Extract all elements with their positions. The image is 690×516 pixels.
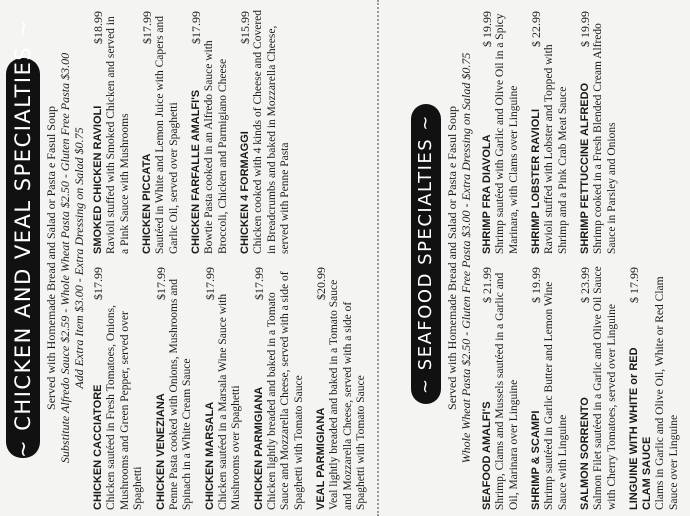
item-description: Clams in Garlic and Olive Oil, White or Red Clam Sauce over Linguine: [654, 276, 680, 510]
item-description: Ravioli stuffed with Smoked Chicken and served in a Pink Sauce with Mushrooms: [105, 16, 131, 254]
item-name: SMOKED CHICKEN RAVIOLI: [92, 105, 104, 254]
menu-item: [579, 265, 619, 510]
item-description: Sautéed in White and Lemon Juice with Capers and Garlic Oil, served over Spaghetti: [154, 15, 180, 254]
menu-item: [239, 9, 293, 254]
item-name: SEAFOOD AMALFI'S: [481, 401, 493, 510]
item-price: $17.99: [153, 267, 168, 300]
section-divider: [377, 0, 379, 516]
menu-item: [315, 265, 369, 510]
item-name: CHICKEN PICCATA: [141, 153, 153, 254]
menu-item: [253, 265, 307, 510]
item-name: SHRIMP LOBSTER RAVIOLI: [530, 108, 542, 254]
item-description: Chicken sautéed in Fresh Tomatoes, Onions, Mushrooms and Green Pepper, served over Spaghetti: [105, 305, 144, 510]
item-price: $17.99: [251, 267, 266, 300]
menu-item: [481, 265, 521, 510]
item-price: $ 23.99: [578, 267, 592, 303]
seafood-subtitle-extras: Whole Wheat Pasta $2.50 - Gluten Free Pasta $3.00 - Extra Dressing on Salad $0.75: [459, 52, 473, 464]
item-price: $17.99: [91, 267, 105, 300]
item-description: Shrimp cooked in a Fresh Blended Cream Alfredo Sauce in Parsley and Onions: [592, 23, 618, 254]
item-name: SHRIMP FETTUCCINE ALFREDO: [579, 82, 591, 254]
chicken-veal-left-column: [92, 265, 378, 510]
item-description: Chicken sautéed in a Marsala Wine Sauce with Mushrooms over Spaghetti: [216, 293, 242, 510]
chicken-veal-subtitle-served: Served with Homemade Bread and Salad or Pasta e Fasul Soup: [44, 106, 58, 410]
item-price: $ 19.99: [578, 11, 592, 47]
item-price: $ 22.99: [529, 11, 543, 47]
chicken-veal-subtitle-extra: Add Extra Item $3.00 - Extra Dressing on Salad $0.75: [72, 127, 86, 389]
chicken-veal-right-column: [92, 9, 302, 254]
chicken-veal-subtitle-substitute: Substitute Alfredo Sauce $2.59 - Whole Wheat Pasta $2.50 - Gluten Free Pasta $3.00: [58, 52, 72, 464]
item-description: Salmon Filet sautéed in a Garlic and Olive Oil Sauce with Cherry Tomatoes, served over Linguine: [592, 266, 618, 510]
menu-item: [579, 9, 619, 254]
menu-item: [481, 9, 521, 254]
chicken-veal-title: ~ CHICKEN AND VEAL SPECIALTIES ~: [6, 58, 40, 458]
item-description: Shrimp sautéed with Garlic and Olive Oil in a Spicy Marinara, with Clams over Linguine: [494, 13, 520, 254]
item-price: $17.99: [189, 11, 203, 44]
item-name: VEAL PARMIGIANA: [315, 407, 327, 510]
item-description: Chicken lightly breaded and baked in a Tomato Sauce and Mozzarella Cheese, served with a side of Spaghetti with Tomato Sauce: [265, 271, 305, 510]
item-description: Penne Pasta cooked with Onions, Mushrooms and Spinach in a White Cream Sauce: [167, 279, 193, 510]
menu-item: [530, 265, 570, 510]
item-name: SALMON SORRENTO: [579, 397, 591, 510]
seafood-right-column: [481, 9, 628, 254]
item-price: $ 17.99: [627, 267, 641, 303]
item-description: Veal lightly breaded and baked in a Tomato Sauce and Mozzarella Cheese, served with a side of Spaghetti with Tomato Sauce: [328, 279, 367, 510]
menu-item: [204, 265, 244, 510]
item-name: LINGUINE WITH WHITE or RED CLAM SAUCE: [628, 347, 653, 510]
item-name: CHICKEN 4 FORMAGGI: [239, 131, 251, 254]
item-name: CHICKEN CACCIATORE: [92, 384, 104, 510]
item-description: Bowtie Pasta cooked in an Alfredo Sauce with Broccoli, Chicken and Parmigiano Cheese: [203, 40, 229, 254]
item-price: $ 19.99: [480, 11, 494, 47]
seafood-left-column: [481, 265, 690, 510]
item-description: Ravioli stuffed with Lobster and Topped with Shrimp and a Pink Crab Meat Sauce: [543, 44, 569, 254]
menu-item: [628, 265, 681, 510]
item-name: CHICKEN FARFALLE AMALFI'S: [190, 89, 202, 254]
item-name: SHRIMP FRA DIAVOLA: [481, 134, 493, 254]
item-name: SHRIMP & SCAMPI: [530, 410, 542, 510]
menu-item: [92, 9, 132, 254]
item-name: CHICKEN PARMIGIANA: [252, 386, 265, 510]
seafood-subtitle-served: Served with Homemade Bread and Salad or Pasta e Fasul Soup: [445, 106, 459, 410]
menu-item: [530, 9, 570, 254]
item-name: CHICKEN VENEZIANA: [154, 393, 167, 510]
item-description: Shrimp, Clams and Mussels sautéed in a Garlic and Oil, Marinara over Linguine: [494, 272, 520, 510]
item-description: Shrimp sautéed in Garlic Butter and Lemon Wine Sauce with Linguine: [543, 281, 569, 510]
item-description: Chicken cooked with 4 kinds of Cheese and Covered in Breadcrumbs and baked in Mozzarella Cheese, served with Penne Pasta: [252, 10, 291, 254]
menu-item: [92, 265, 146, 510]
menu-item: [141, 9, 181, 254]
item-price: $15.99: [238, 11, 252, 44]
item-price: $ 19.99: [529, 267, 543, 303]
seafood-title: ~ SEAFOOD SPECIALTIES ~: [411, 104, 441, 404]
item-price: $ 21.99: [480, 267, 494, 303]
item-price: $17.99: [202, 267, 217, 300]
seafood-section: [385, 0, 680, 516]
item-name: CHICKEN MARSALA: [203, 401, 216, 510]
item-price: $20.99: [314, 267, 328, 300]
menu-item: [190, 9, 230, 254]
menu-item: [155, 265, 195, 510]
item-price: $18.99: [91, 11, 105, 44]
item-price: $17.99: [140, 11, 154, 44]
